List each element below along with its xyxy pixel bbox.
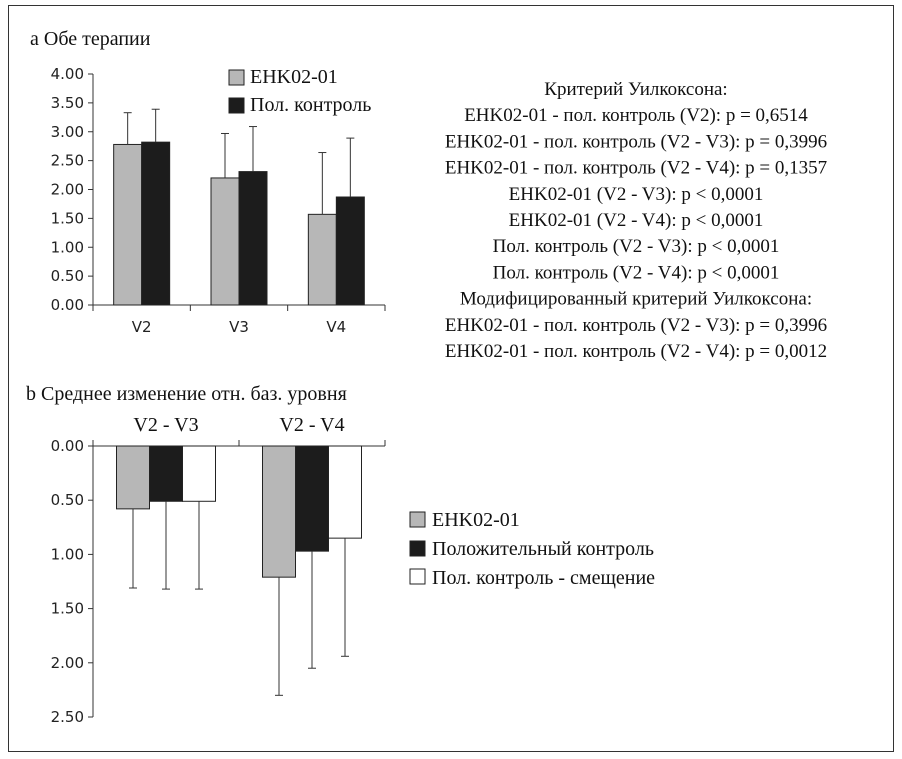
bar xyxy=(308,214,336,305)
statistics-text-block xyxy=(445,79,827,362)
panel-b-title: b Среднее изменение отн. баз. уровня xyxy=(26,383,347,405)
y-tick-label: 1.00 xyxy=(50,545,84,564)
x-tick-label: V4 xyxy=(326,318,347,336)
stat-line: EHK02-01 - пол. контроль (V2 - V4): p = 0,1357 xyxy=(444,157,828,179)
stat-line: EHK02-01 - пол. контроль (V2 - V3): p = 0,3996 xyxy=(444,314,828,336)
legend-label-a-control: Пол. контроль xyxy=(250,94,372,116)
stat-line: Модифицированный критерий Уилкоксона: xyxy=(459,288,813,310)
stat-line: EHK02-01 - пол. контроль (V2): p = 0,6514 xyxy=(464,105,808,127)
legend-label-b-ehk: EHK02-01 xyxy=(432,509,520,531)
y-tick-label: 1.00 xyxy=(50,238,84,257)
bar xyxy=(142,142,170,305)
bar xyxy=(114,144,142,305)
bar xyxy=(183,446,216,501)
group-label: V2 - V4 xyxy=(279,414,345,436)
stat-line: EHK02-01 - пол. контроль (V2 - V4): p = 0,0012 xyxy=(444,341,828,362)
stat-line: Пол. контроль (V2 - V3): p < 0,0001 xyxy=(492,236,780,258)
bar xyxy=(336,197,364,305)
bar xyxy=(263,446,296,577)
legend-swatch-a-control xyxy=(229,98,244,113)
y-tick-label: 2.50 xyxy=(50,151,84,170)
bar xyxy=(211,178,239,305)
x-tick-label: V3 xyxy=(229,318,249,336)
y-tick-label: 0.50 xyxy=(50,267,84,286)
bar xyxy=(329,446,362,538)
y-tick-label: 2.50 xyxy=(50,708,84,726)
stat-line: EHK02-01 - пол. контроль (V2 - V3): p = 0,3996 xyxy=(444,131,828,153)
legend-swatch-b-control xyxy=(410,541,425,556)
panel-b-plot xyxy=(51,414,385,726)
bar xyxy=(296,446,329,551)
bar xyxy=(117,446,150,509)
y-tick-label: 2.00 xyxy=(50,653,84,672)
legend-label-a-ehk: EHK02-01 xyxy=(250,66,338,88)
y-tick-label: 3.50 xyxy=(50,93,84,112)
y-tick-label: 1.50 xyxy=(50,209,84,228)
panel-a-title: a Обе терапии xyxy=(30,28,151,50)
y-tick-label: 0.00 xyxy=(50,437,84,455)
y-tick-label: 1.50 xyxy=(50,599,84,618)
legend-label-b-shift: Пол. контроль - смещение xyxy=(432,567,656,589)
bar xyxy=(239,172,267,305)
y-tick-label: 0.50 xyxy=(50,491,84,510)
y-tick-label: 4.00 xyxy=(50,65,84,83)
stat-line: EHK02-01 (V2 - V3): p < 0,0001 xyxy=(508,183,764,205)
y-tick-label: 2.00 xyxy=(50,180,84,199)
legend-swatch-b-ehk xyxy=(410,512,425,527)
bar xyxy=(150,446,183,501)
legend-swatch-a-ehk xyxy=(229,70,244,85)
stat-line: EHK02-01 (V2 - V4): p < 0,0001 xyxy=(508,210,764,231)
stat-line: Пол. контроль (V2 - V4): p < 0,0001 xyxy=(492,262,780,284)
stat-line: Критерий Уилкоксона: xyxy=(544,79,728,100)
legend-swatch-b-shift xyxy=(410,569,425,584)
legend-label-b-control: Положительный контроль xyxy=(432,538,654,560)
y-tick-label: 3.00 xyxy=(50,122,84,141)
group-label: V2 - V3 xyxy=(133,414,199,436)
y-tick-label: 0.00 xyxy=(50,296,84,314)
x-tick-label: V2 xyxy=(131,318,152,336)
